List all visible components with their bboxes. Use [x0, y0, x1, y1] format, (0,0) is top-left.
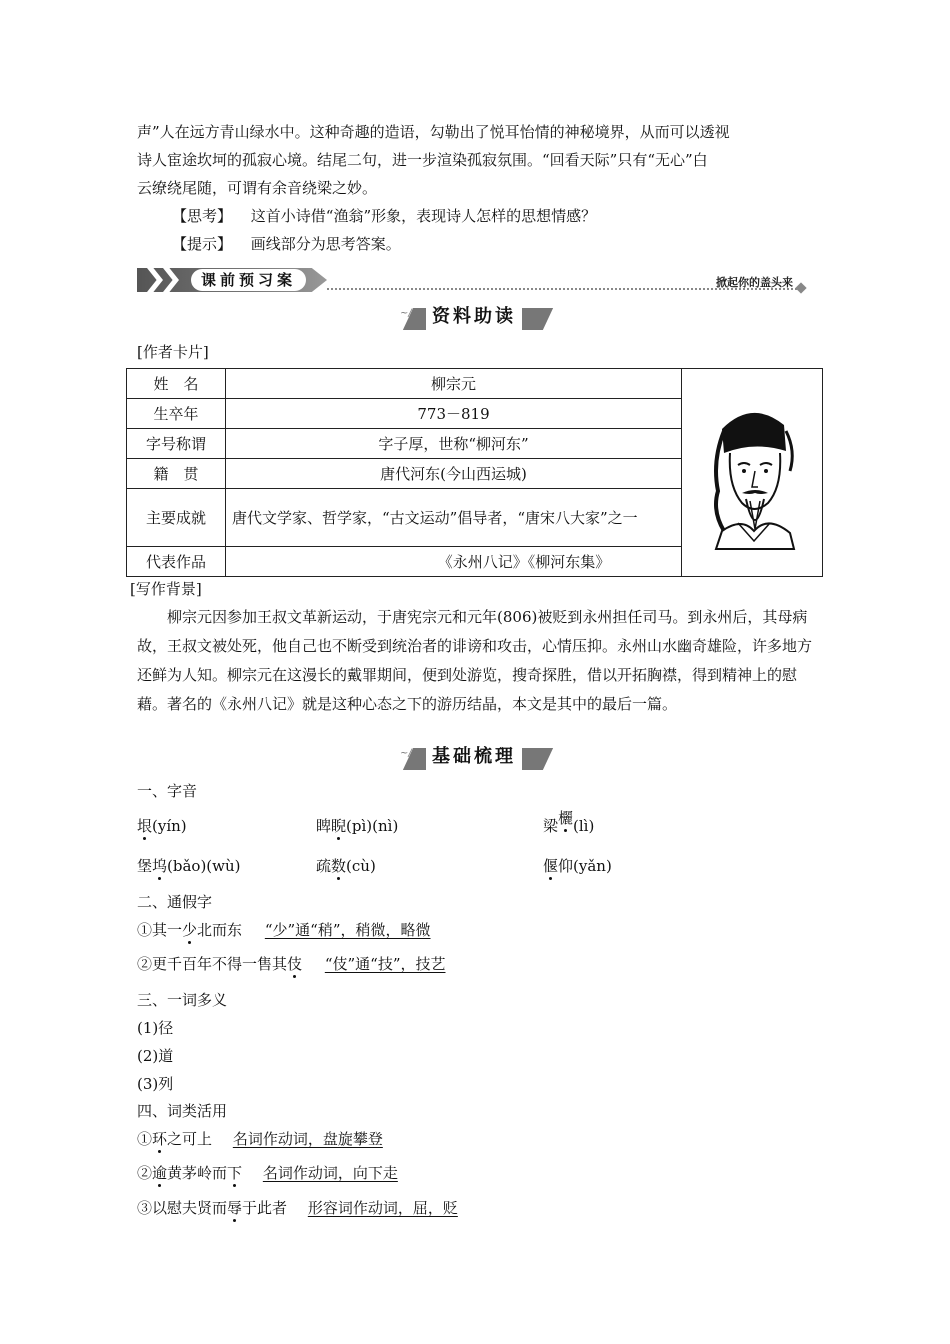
section-title: 资料助读: [426, 304, 522, 330]
section-banner: [137, 264, 807, 296]
section-header-basics: [400, 742, 560, 776]
sentence-text: 之可上: [167, 1130, 213, 1148]
background-label: [写作背景]: [130, 580, 202, 598]
hint-text: 画线部分为思考答案。: [250, 235, 401, 253]
polysemy-item: (2)道: [137, 1047, 174, 1065]
table-value-cell: 字子厚，世称“柳河东”: [226, 429, 682, 459]
decoration-mark-icon: ~/: [400, 308, 412, 319]
intro-line: 声”人在远方青山绿水中。这种奇趣的造语，勾勒出了悦耳怡情的神秘境界，从而可以透视: [137, 123, 730, 141]
pinyin-text: (yín): [152, 817, 187, 835]
hint-label: 【提示】: [172, 235, 233, 253]
think-text: 这首小诗借“渔翁”形象，表现诗人怎样的思想情感？: [250, 207, 597, 225]
pinyin-text: (pì)(nì): [346, 817, 399, 835]
dotted-char: 下: [227, 1164, 243, 1182]
intro-line: 诗人宦途坎坷的孤寂心境。结尾二句，进一步渲染孤寂氛围。“回看天际”只有“无心”白: [137, 151, 708, 169]
table-label-cell: 代表作品: [127, 547, 226, 577]
table-value-cell: 唐代文学家、哲学家，“古文运动”倡导者，“唐宋八大家”之一: [226, 489, 682, 547]
tongjia-item: [137, 953, 446, 974]
pinyin-text: (bǎo)(wù): [167, 857, 241, 875]
wordclass-heading: 四、词类活用: [137, 1102, 228, 1120]
table-value-cell: 773－819: [226, 399, 682, 429]
table-label-cell: 姓 名: [127, 369, 226, 399]
dotted-char: 逾: [152, 1164, 168, 1182]
answer-underlined: “少”通“稍”，稍微，略微: [264, 921, 431, 939]
portrait-image: [682, 391, 822, 551]
answer-underlined: 名词作动词，盘旋攀登: [232, 1130, 383, 1148]
portrait-cell: [682, 369, 823, 577]
polysemy-item: (1)径: [137, 1019, 174, 1037]
author-card-label: [作者卡片]: [137, 343, 209, 361]
sentence-text: 于此者: [242, 1199, 288, 1217]
pronunciation-item: [316, 815, 398, 836]
pronunciation-heading: 一、字音: [137, 782, 198, 800]
table-label-cell: 主要成就: [127, 489, 226, 547]
background-paragraph: 柳宗元因参加王叔文革新运动，于唐宪宗元和元年(806)被贬到永州担任司马。到永州后，其母病故，王叔文被处死，他自己也不断受到统治者的诽谤和攻击，心情压抑。永州山水幽奇雄险，许多地方还鲜为人知。柳宗元在这漫长的戴罪期间，便到处游览，搜奇探胜，借以开拓胸襟，得到精神上的慰藉。著名的《永州八记》就是这种心态之下的游历结晶，本文是其中的最后一篇。: [137, 608, 813, 713]
dotted-char: 偃: [543, 857, 559, 875]
banner-slogan: 掀起你的盖头来: [716, 276, 793, 289]
table-value-cell: 《永州八记》《柳河东集》: [226, 547, 823, 577]
dotted-char: 欐: [558, 809, 574, 827]
sentence-text: ②: [137, 1164, 153, 1182]
tongjia-item: [137, 919, 431, 940]
pronunciation-item: [137, 855, 241, 876]
wordclass-item: [137, 1162, 398, 1183]
char-text: 睥: [316, 817, 332, 835]
char-text: 堡: [137, 857, 153, 875]
dotted-char: 环: [152, 1130, 168, 1148]
char-text: 梁: [543, 817, 559, 835]
intro-paragraph: [137, 118, 817, 202]
pinyin-text: (lì): [573, 817, 595, 835]
sentence-text: ①其一: [137, 921, 183, 939]
answer-underlined: “伎”通“技”，技艺: [324, 955, 446, 973]
wordclass-item: [137, 1128, 383, 1149]
pronunciation-item: [137, 815, 187, 836]
decoration-mark-icon: ~/: [400, 748, 412, 759]
dotted-char: 伎: [287, 955, 303, 973]
sentence-text: ②更千百年不得一售其: [137, 955, 288, 973]
section-title: 基础梳理: [426, 744, 522, 770]
pronunciation-item: [543, 809, 595, 836]
diamond-icon: [795, 282, 806, 293]
pronunciation-item: [543, 855, 612, 876]
table-row: [127, 369, 823, 399]
wordclass-item: [137, 1197, 458, 1218]
sentence-text: ①: [137, 1130, 153, 1148]
dotted-char: 睨: [331, 817, 347, 835]
table-label-cell: 字号称谓: [127, 429, 226, 459]
pronunciation-item: [316, 855, 376, 876]
char-text: 疏: [316, 857, 332, 875]
think-label: 【思考】: [172, 207, 233, 225]
table-label-cell: 籍 贯: [127, 459, 226, 489]
table-value-cell: 唐代河东(今山西运城): [226, 459, 682, 489]
table-value-cell: 柳宗元: [226, 369, 682, 399]
dotted-char: 少: [182, 921, 198, 939]
pinyin-text: 仰(yǎn): [558, 857, 612, 875]
sentence-text: ③以慰夫贤而: [137, 1199, 228, 1217]
dotted-char: 辱: [227, 1199, 243, 1217]
intro-line: 云缭绕尾随，可谓有余音绕梁之妙。: [137, 179, 378, 197]
dotted-char: 垠: [137, 817, 153, 835]
pinyin-text: (cù): [346, 857, 376, 875]
table-label-cell: 生卒年: [127, 399, 226, 429]
sentence-text: 黄茅岭而: [167, 1164, 228, 1182]
dotted-char: 数: [331, 857, 347, 875]
banner-title: 课前预习案: [191, 269, 306, 291]
answer-underlined: 形容词作动词，屈，贬: [307, 1199, 458, 1217]
polysemy-heading: 三、一词多义: [137, 991, 228, 1009]
hint-line: [172, 233, 401, 254]
sentence-text: 北而东: [197, 921, 243, 939]
tongjia-heading: 二、通假字: [137, 893, 213, 911]
author-card-table: [126, 368, 823, 577]
polysemy-item: (3)列: [137, 1075, 174, 1093]
answer-underlined: 名词作动词，向下走: [262, 1164, 398, 1182]
section-header-materials: [400, 302, 560, 336]
dotted-char: 坞: [152, 857, 168, 875]
think-line: [172, 205, 596, 226]
